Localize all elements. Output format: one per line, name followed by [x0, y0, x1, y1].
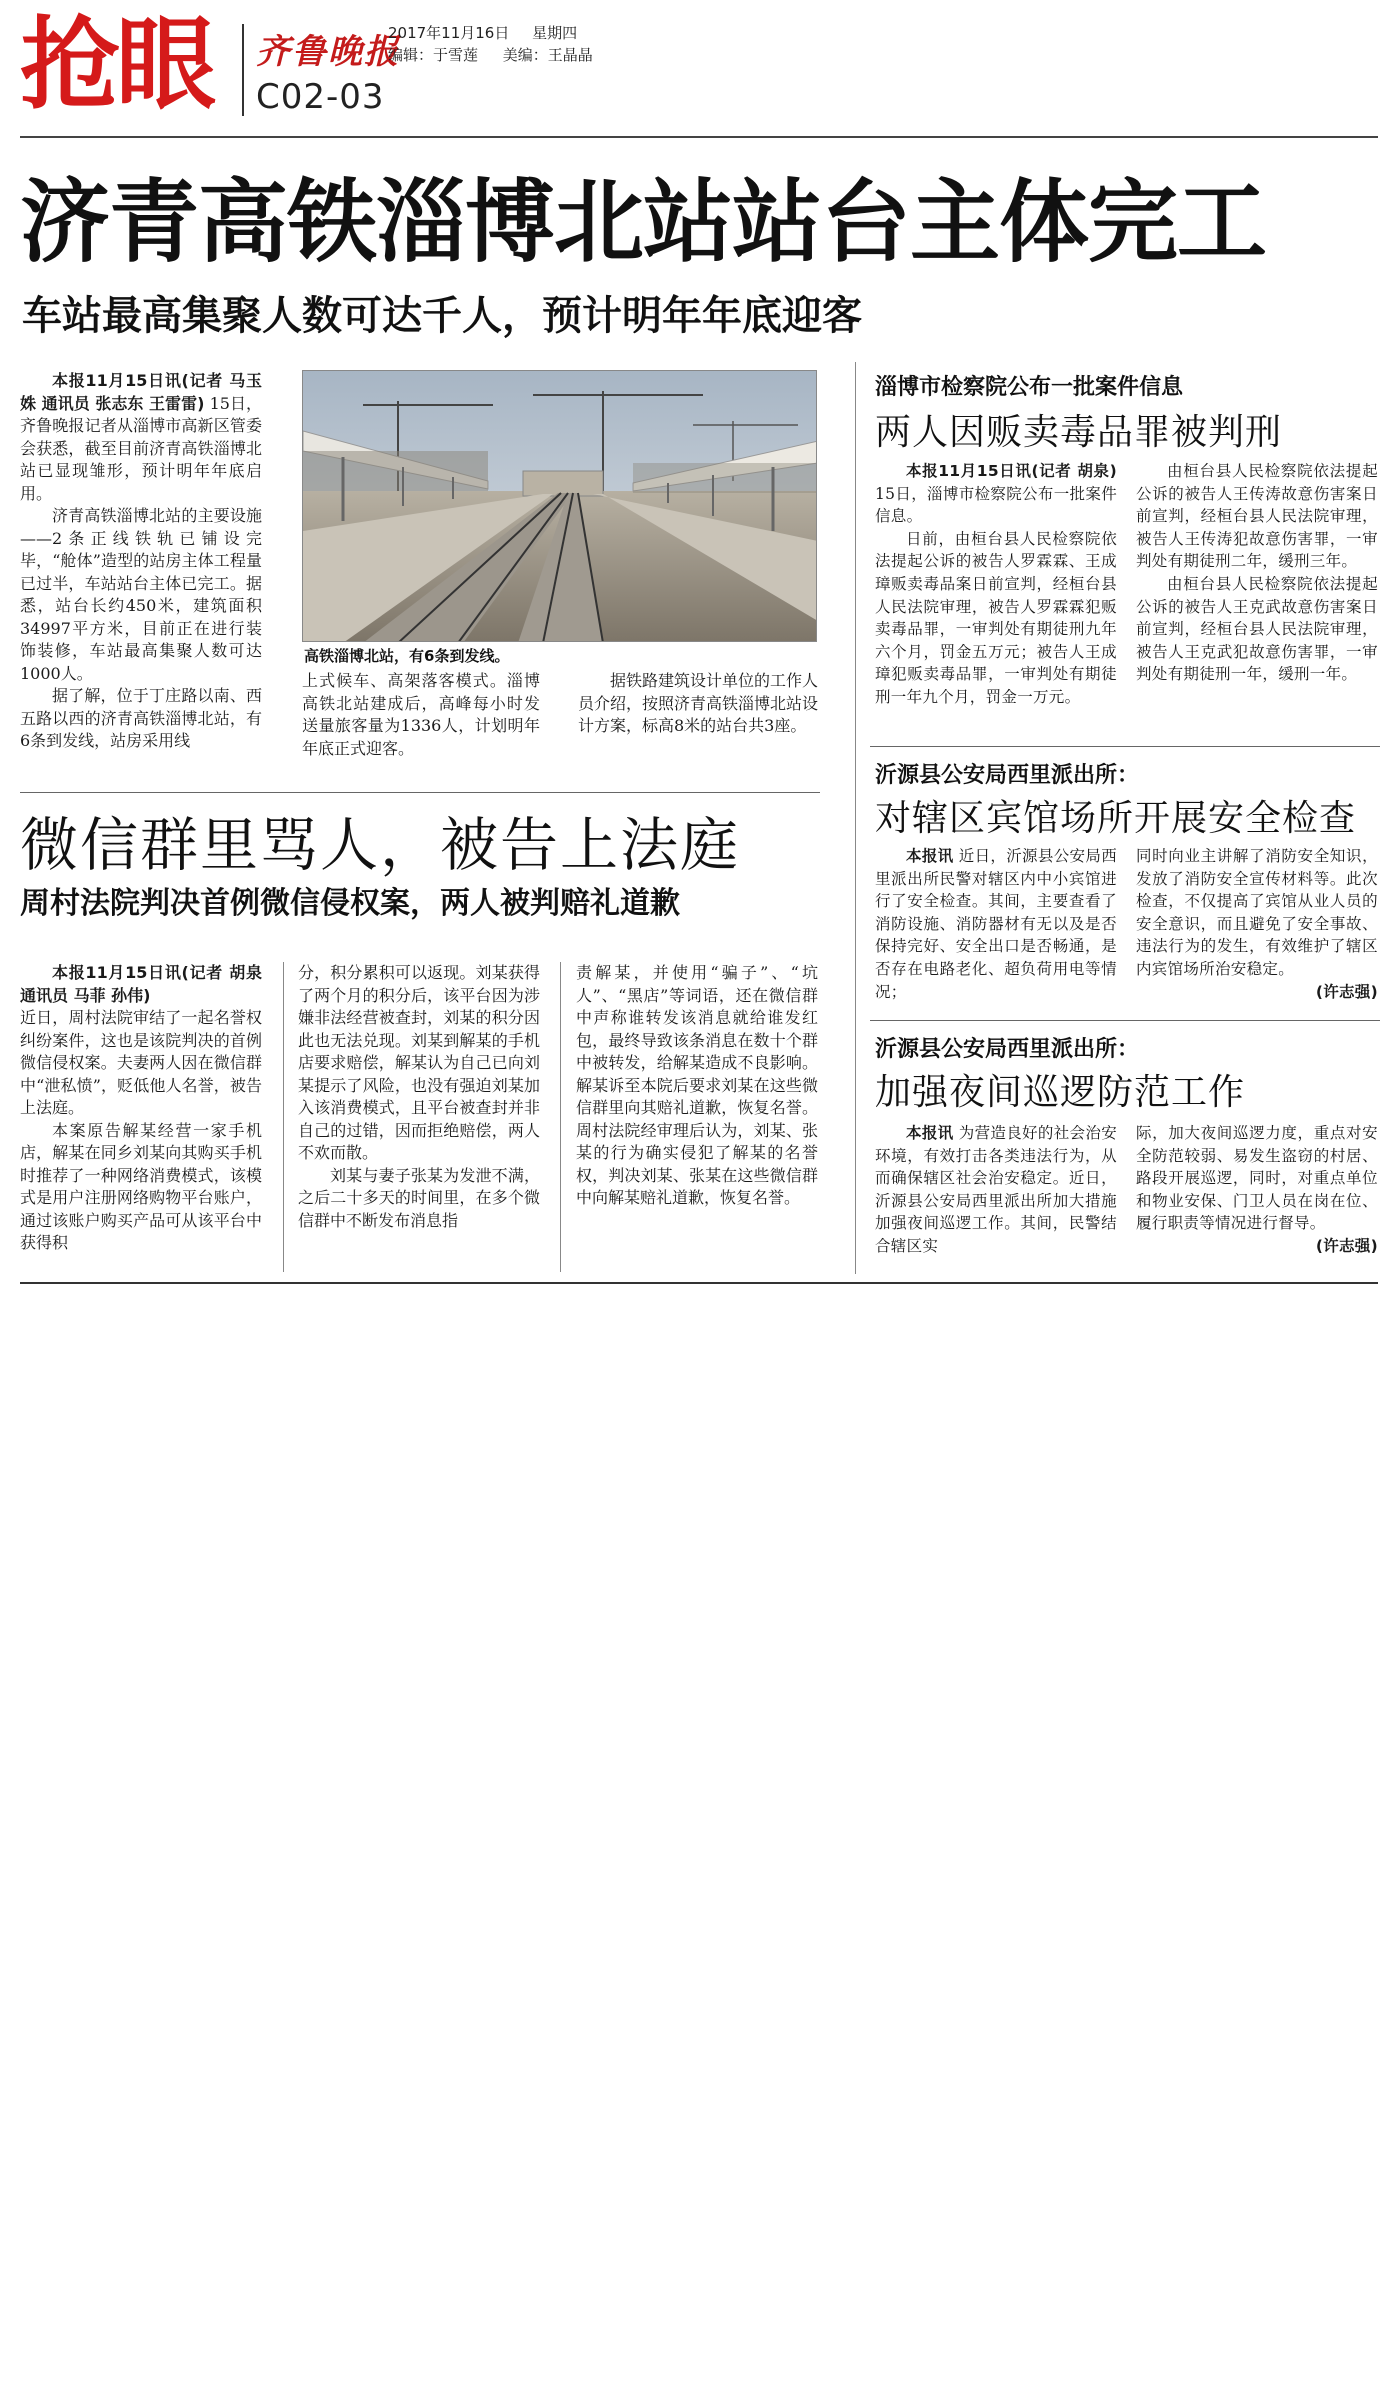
section-divider: [20, 792, 820, 793]
photo-caption: 高铁淄博北站，有6条到发线。: [304, 647, 510, 665]
page-bottom-rule: [20, 1282, 1378, 1284]
story5-signature: (许志强): [1315, 1236, 1378, 1255]
editor-credits: [388, 44, 613, 65]
story2-headline: 微信群里骂人，被告上法庭: [20, 811, 741, 879]
story5-column-1: [875, 1122, 1117, 1258]
story1-headline: 济青高铁淄博北站站台主体完工: [20, 170, 1266, 275]
story3-headline: 两人因贩卖毒品罪被判刑: [875, 412, 1283, 453]
editor-name: 编辑：于雪莲: [388, 46, 479, 64]
story4-kicker: 沂源县公安局西里派出所：: [875, 763, 1140, 788]
story4-paragraph: 同时向业主讲解了消防安全知识，发放了消防安全宣传材料等。此次检查，不仅提高了宾馆从业人员的安全意识，而且避免了安全事故、违法行为的发生，有效维护了辖区内宾馆场所治安稳定。: [1136, 847, 1378, 978]
story2-paragraph: 刘某与妻子张某为发泄不满，之后二十多天的时间里，在多个微信群中不断发布消息指: [298, 1165, 540, 1230]
story1-subhead: 车站最高集聚人数可达千人，预计明年年底迎客: [22, 293, 862, 339]
story2-column-3: [576, 962, 818, 1210]
story5-byline: 本报讯: [906, 1124, 954, 1142]
story3-column-1: [875, 460, 1117, 709]
masthead: [20, 6, 1380, 127]
section-divider: [870, 1020, 1380, 1021]
story4-column-2: [1136, 845, 1378, 1003]
story3-paragraph: 日前，由桓台县人民检察院依法提起公诉的被告人罗霖霖、王成璋贩卖毒品案日前宣判，经桓台县人民法院审理，被告人罗霖霖犯贩卖毒品罪，一审判处有期徒刑九年六个月，罚金五万元；被告人王成璋犯贩卖毒品罪，一审判处有期徒刑一年九个月，罚金一万元。: [875, 529, 1117, 706]
story1-paragraph: 上式候车、高架落客模式。淄博高铁北站建成后，高峰每小时发送量旅客量为1336人，计划明年年底正式迎客。: [302, 671, 540, 758]
issue-weekday: 星期四: [532, 24, 578, 42]
story4-column-1: [875, 845, 1117, 1003]
story4-byline: 本报讯: [906, 847, 954, 865]
story2-paragraph: 本案原告解某经营一家手机店，解某在同乡刘某向其购买手机时推荐了一种网络消费模式，该模式是用户注册网络购物平台账户，通过该账户购买产品可从该平台中获得积: [20, 1120, 262, 1252]
story3-kicker: 淄博市检察院公布一批案件信息: [875, 375, 1184, 400]
story1-paragraph: 据铁路建筑设计单位的工作人员介绍，按照济青高铁淄博北站设计方案，标高8米的站台共3座。: [578, 671, 819, 735]
story2-paragraph: 近日，周村法院审结了一起名誉权纠纷案件，这也是该院判决的首例微信侵权案。夫妻两人因在微信群中“泄私愤”，贬低他人名誉，被告上法庭。: [20, 1008, 262, 1117]
issue-date-line: [388, 22, 595, 43]
story3-paragraph: 15日，淄博市检察院公布一批案件信息。: [875, 484, 1117, 526]
story2-column-2: [298, 962, 540, 1232]
issue-date: 2017年11月16日: [388, 24, 510, 42]
story5-column-2: [1136, 1122, 1378, 1258]
story3-paragraph: 由桓台县人民检察院依法提起公诉的被告人王传涛故意伤害案日前宣判，经桓台县人民法院审理，被告人王传涛犯故意伤害罪，一审判处有期徒刑二年，缓刑三年。: [1136, 462, 1378, 571]
railway-platform-image: [303, 371, 817, 642]
story2-paragraph: 分，积分累积可以返现。刘某获得了两个月的积分后，该平台因为涉嫌非法经营被查封，刘某的积分因此也无法兑现。刘某到解某的手机店要求赔偿，解某认为自己已向刘某提示了风险，也没有强迫刘某加入该消费模式，且平台被查封并非自己的过错，因而拒绝赔偿，两人不欢而散。: [298, 963, 540, 1162]
section-title: 抢眼: [20, 6, 212, 123]
story3-paragraph: 由桓台县人民检察院依法提起公诉的被告人王克武故意伤害案日前宣判，经桓台县人民法院审理，被告人王克武犯故意伤害罪，一审判处有期徒刑一年，缓刑一年。: [1136, 574, 1378, 684]
column-rule: [855, 362, 856, 1274]
story2-byline: 本报11月15日讯(记者 胡泉 通讯员 马菲 孙伟): [20, 963, 262, 1005]
story5-paragraph: 际，加大夜间巡逻力度，重点对安全防范较弱、易发生盗窃的村居、路段开展巡逻，同时，对重点单位和物业安保、门卫人员在岗在位、履行职责等情况进行督导。: [1136, 1124, 1378, 1233]
story1-byline: 本报11月15日讯(记者 马玉姝 通讯员 张志东 王雷雷): [20, 371, 262, 413]
story4-headline: 对辖区宾馆场所开展安全检查: [875, 798, 1357, 839]
masthead-divider: [242, 24, 244, 116]
story3-column-2: [1136, 460, 1378, 686]
column-rule: [283, 962, 284, 1272]
masthead-rule: [20, 136, 1378, 138]
story5-headline: 加强夜间巡逻防范工作: [875, 1072, 1246, 1113]
story1-column-3: [578, 670, 818, 738]
story4-signature: (许志强): [1315, 982, 1378, 1001]
story1-column-1: [20, 370, 262, 753]
designer-name: 美编：王晶晶: [502, 46, 593, 64]
station-photo: [302, 370, 817, 642]
story1-paragraph: 15日，齐鲁晚报记者从淄博市高新区管委会获悉，截至目前济青高铁淄博北站已显现雏形，预计明年年底启用。: [20, 393, 262, 503]
column-rule: [560, 962, 561, 1272]
story2-column-1: [20, 962, 262, 1255]
page-number: C02-03: [256, 77, 385, 117]
section-divider: [870, 746, 1380, 747]
newspaper-logo: 齐鲁晚报: [256, 32, 400, 72]
story1-paragraph: 济青高铁淄博北站的主要设施——2条正线铁轨已铺设完毕，“舱体”造型的站房主体工程量已过半，车站站台主体已完工。据悉，站台长约450米，建筑面积34997平方米，目前正在进行装饰装修，车站最高集聚人数可达1000人。: [20, 506, 262, 683]
story2-subhead: 周村法院判决首例微信侵权案，两人被判赔礼道歉: [20, 886, 680, 921]
story5-kicker: 沂源县公安局西里派出所：: [875, 1037, 1140, 1062]
story3-byline: 本报11月15日讯(记者 胡泉): [906, 462, 1117, 480]
story2-paragraph: 责解某，并使用“骗子”、“坑人”、“黑店”等词语，还在微信群中声称谁转发该消息就给谁发红包，最终导致该条消息在数十个群中被转发，给解某造成不良影响。解某诉至本院后要求刘某在这些微信群里向其赔礼道歉，恢复名誉。周村法院经审理后认为，刘某、张某的行为确实侵犯了解某的名誉权，判决刘某、张某在这些微信群中向解某赔礼道歉，恢复名誉。: [576, 963, 818, 1207]
story5-paragraph: 为营造良好的社会治安环境，有效打击各类违法行为，从而确保辖区社会治安稳定。近日，沂源县公安局西里派出所加大措施加强夜间巡逻工作。其间，民警结合辖区实: [875, 1124, 1117, 1255]
story4-paragraph: 近日，沂源县公安局西里派出所民警对辖区内中小宾馆进行了安全检查。其间，主要查看了消防设施、消防器材有无以及是否保持完好、安全出口是否畅通，是否存在电路老化、超负荷用电等情况；: [875, 847, 1117, 1001]
story1-paragraph: 据了解，位于丁庄路以南、西五路以西的济青高铁淄博北站，有6条到发线，站房采用线: [20, 686, 262, 750]
story1-column-2: [302, 670, 540, 760]
